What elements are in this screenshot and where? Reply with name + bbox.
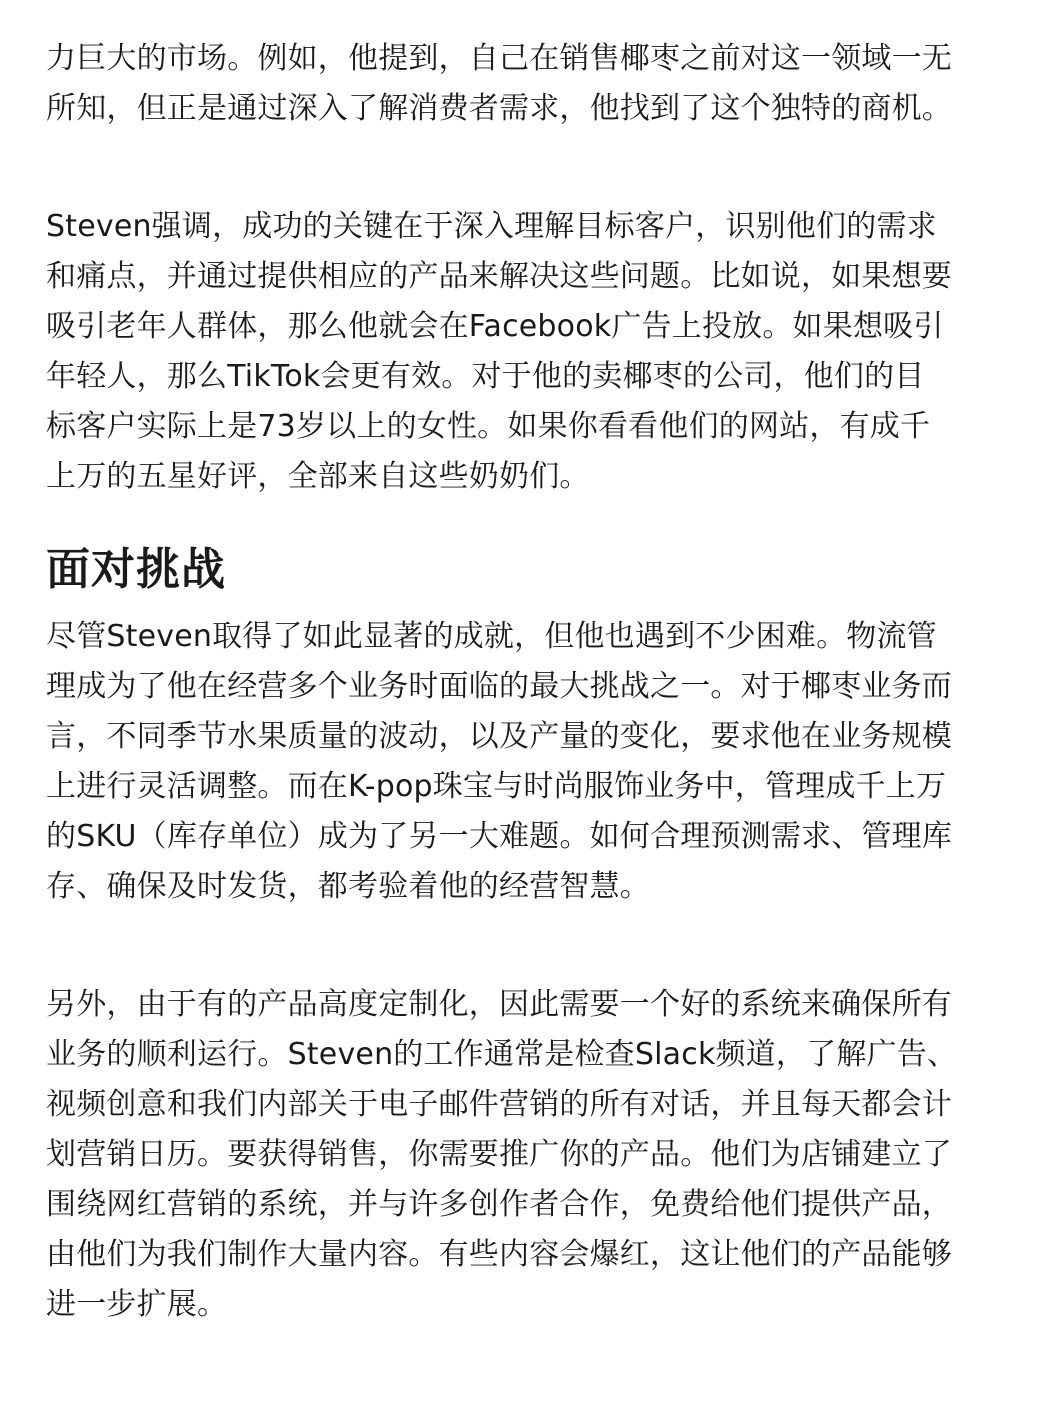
text-line: 理成为了他在经营多个业务时面临的最大挑战之一。对于椰枣业务而 [46,669,952,704]
article-body [46,34,1026,1330]
text-line: 业务的顺利运行。Steven的工作通常是检查Slack频道，了解广告、 [46,1037,958,1072]
text-line: 另外，由于有的产品高度定制化，因此需要一个好的系统来确保所有 [46,987,952,1022]
paragraph-systems-marketing [46,980,1026,1330]
text-line: 力巨大的市场。例如，他提到，自己在销售椰枣之前对这一领域一无 [46,41,952,76]
text-line: 和痛点，并通过提供相应的产品来解决这些问题。比如说，如果想要 [46,259,952,294]
text-line: Steven强调，成功的关键在于深入理解目标客户，识别他们的需求 [46,209,937,244]
text-line: 视频创意和我们内部关于电子邮件营销的所有对话，并且每天都会计 [46,1087,952,1122]
text-line: 所知，但正是通过深入了解消费者需求，他找到了这个独特的商机。 [46,91,952,126]
text-line: 进一步扩展。 [46,1287,228,1322]
text-line: 年轻人，那么TikTok会更有效。对于他的卖椰枣的公司，他们的目 [46,359,925,394]
paragraph-target-customers [46,202,1026,502]
text-line: 划营销日历。要获得销售，你需要推广你的产品。他们为店铺建立了 [46,1137,952,1172]
text-line: 由他们为我们制作大量内容。有些内容会爆红，这让他们的产品能够 [46,1237,952,1272]
text-line: 标客户实际上是73岁以上的女性。如果你看看他们的网站，有成千 [46,409,931,444]
text-line: 围绕网红营销的系统，并与许多创作者合作，免费给他们提供产品， [46,1187,952,1222]
text-line: 吸引老年人群体，那么他就会在Facebook广告上投放。如果想吸引 [46,309,944,344]
text-line: 存、确保及时发货，都考验着他的经营智慧。 [46,869,650,904]
text-line: 言，不同季节水果质量的波动，以及产量的变化，要求他在业务规模 [46,719,952,754]
section-heading: 面对挑战 [46,544,226,595]
text-line: 上万的五星好评，全部来自这些奶奶们。 [46,459,590,494]
text-line: 上进行灵活调整。而在K-pop珠宝与时尚服饰业务中，管理成千上万 [46,769,947,804]
paragraph-challenges [46,612,1026,912]
text-line: 尽管Steven取得了如此显著的成就，但他也遇到不少困难。物流管 [46,619,937,654]
paragraph-market-insight [46,34,1026,134]
text-line: 的SKU（库存单位）成为了另一大难题。如何合理预测需求、管理库 [46,819,953,854]
